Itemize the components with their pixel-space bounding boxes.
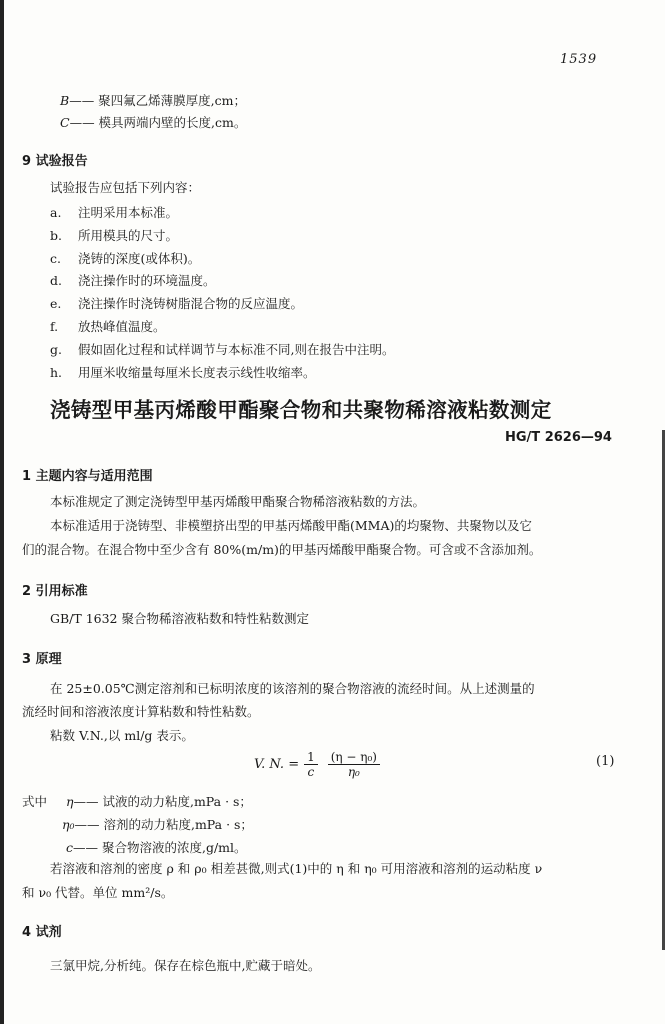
section-1-paragraph: 们的混合物。在混合物中至少含有 80%(m/m)的甲基丙烯酸甲酯聚合物。可含或不含添加剂。 bbox=[22, 542, 542, 557]
list-item: e. 浇注操作时浇铸树脂混合物的反应温度。 bbox=[50, 296, 304, 311]
standard-number: HG/T 2626—94 bbox=[505, 430, 612, 445]
definition-b: B—— 聚四氟乙烯薄膜厚度,cm； bbox=[60, 93, 246, 108]
section-1-paragraph: 本标准适用于浇铸型、非模塑挤出型的甲基丙烯酸甲酯(MMA)的均聚物、共聚物以及它 bbox=[50, 518, 532, 533]
section-9-intro: 试验报告应包括下列内容： bbox=[50, 180, 201, 195]
section-3-heading: 3 原理 bbox=[22, 652, 62, 667]
definition-eta: η—— 试液的动力粘度,mPa · s； bbox=[66, 794, 252, 809]
section-4-heading: 4 试剂 bbox=[22, 925, 62, 940]
definition-c: C—— 模具两端内壁的长度,cm。 bbox=[60, 115, 247, 130]
list-item: c. 浇铸的深度(或体积)。 bbox=[50, 251, 201, 266]
section-9-heading: 9 试验报告 bbox=[22, 154, 88, 169]
page-number: 1539 bbox=[560, 52, 598, 67]
section-1-paragraph: 本标准规定了测定浇铸型甲基丙烯酸甲酯聚合物稀溶液粘数的方法。 bbox=[50, 494, 426, 509]
equation-number: (1) bbox=[596, 754, 615, 769]
section-4-paragraph: 三氯甲烷,分析纯。保存在棕色瓶中,贮藏于暗处。 bbox=[50, 958, 321, 973]
list-item: b. 所用模具的尺寸。 bbox=[50, 228, 179, 243]
equation-lhs: V. N. = bbox=[254, 757, 300, 772]
section-3-paragraph: 流经时间和溶液浓度计算粘数和特性粘数。 bbox=[22, 704, 260, 719]
fraction-2: $\frac{\text{(η − η₀)}}{\text{η₀}}$ bbox=[328, 750, 380, 779]
section-2-heading: 2 引用标准 bbox=[22, 584, 88, 599]
where-label: 式中 bbox=[22, 794, 48, 809]
list-item: g. 假如固化过程和试样调节与本标准不同,则在报告中注明。 bbox=[50, 342, 395, 357]
list-item: a. 注明采用本标准。 bbox=[50, 205, 179, 220]
reference-standard: GB/T 1632 聚合物稀溶液粘数和特性粘数测定 bbox=[50, 611, 309, 626]
list-item: f. 放热峰值温度。 bbox=[50, 319, 166, 334]
section-3-paragraph: 若溶液和溶剂的密度 ρ 和 ρ₀ 相差甚微,则式(1)中的 η 和 η₀ 可用溶液和溶剂的运动粘度 ν bbox=[50, 861, 543, 876]
scan-edge-left bbox=[0, 0, 4, 1024]
section-3-paragraph: 粘数 V.N.,以 ml/g 表示。 bbox=[50, 728, 194, 743]
section-3-paragraph: 和 ν₀ 代替。单位 mm²/s。 bbox=[22, 885, 174, 900]
definition-c-conc: c—— 聚合物溶液的浓度,g/ml。 bbox=[66, 840, 247, 855]
section-3-paragraph: 在 25±0.05℃测定溶剂和已标明浓度的该溶剂的聚合物溶液的流经时间。从上述测量的 bbox=[50, 681, 535, 696]
fraction-1: $\frac{1}{c}$ bbox=[304, 750, 318, 779]
list-item: d. 浇注操作时的环境温度。 bbox=[50, 273, 216, 288]
section-1-heading: 1 主题内容与适用范围 bbox=[22, 469, 153, 484]
definition-eta0: η₀—— 溶剂的动力粘度,mPa · s； bbox=[62, 817, 253, 832]
document-title: 浇铸型甲基丙烯酸甲酯聚合物和共聚物稀溶液粘数测定 bbox=[50, 398, 552, 422]
equation-1 bbox=[254, 750, 385, 779]
list-item: h. 用厘米收缩量每厘米长度表示线性收缩率。 bbox=[50, 365, 316, 380]
